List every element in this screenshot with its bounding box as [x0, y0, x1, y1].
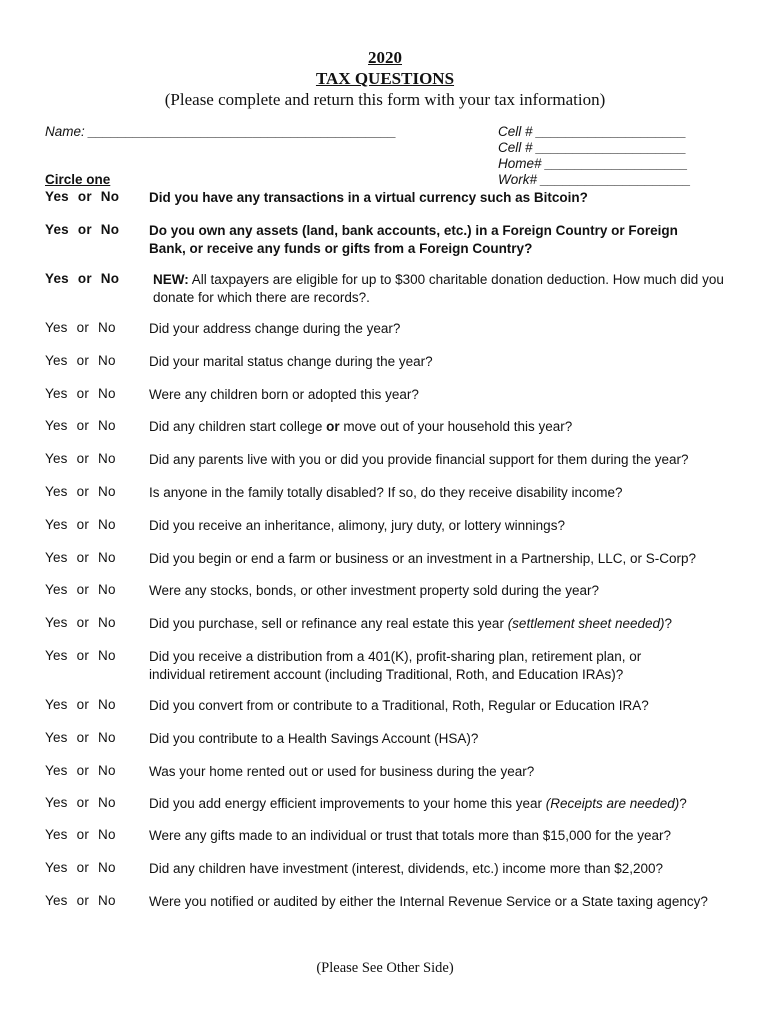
- no-option[interactable]: No: [98, 353, 116, 368]
- or-label: or: [76, 484, 90, 499]
- yes-or-no-choice[interactable]: [45, 353, 116, 368]
- yes-or-no-choice[interactable]: [45, 189, 119, 204]
- no-option[interactable]: No: [98, 550, 116, 565]
- no-option[interactable]: No: [98, 893, 116, 908]
- yes-or-no-choice[interactable]: [45, 648, 116, 663]
- yes-or-no-choice[interactable]: [45, 418, 116, 433]
- or-label: or: [76, 353, 90, 368]
- yes-option[interactable]: Yes: [45, 860, 68, 875]
- or-label: or: [76, 550, 90, 565]
- yes-or-no-choice[interactable]: [45, 517, 116, 532]
- question-body: Did you contribute to a Health Savings Account (HSA)?: [149, 731, 479, 746]
- question-body: Were any gifts made to an individual or trust that totals more than $15,000 for the year?: [149, 828, 672, 843]
- question-text: [149, 451, 739, 469]
- or-label: or: [76, 582, 90, 597]
- yes-option[interactable]: Yes: [45, 271, 69, 286]
- question-body: All taxpayers are eligible for up to $300 charitable donation deduction. How much did you donate for which there are records?.: [153, 272, 724, 305]
- italic-note: (Receipts are needed): [545, 796, 680, 811]
- yes-option[interactable]: Yes: [45, 615, 68, 630]
- question-body: Were any stocks, bonds, or other investment property sold during the year?: [149, 583, 599, 598]
- yes-option[interactable]: Yes: [45, 697, 68, 712]
- question-text: [149, 795, 739, 813]
- question-body: Were you notified or audited by either the Internal Revenue Service or a State taxing agency?: [149, 894, 708, 909]
- yes-option[interactable]: Yes: [45, 763, 68, 778]
- yes-option[interactable]: Yes: [45, 795, 68, 810]
- question-text: [149, 222, 709, 258]
- no-option[interactable]: No: [98, 484, 116, 499]
- question-text: [149, 189, 739, 207]
- question-body-end: ?: [679, 796, 687, 811]
- question-body: Did you receive a distribution from a 401(K), profit-sharing plan, retirement plan, or individual retirement account (including Traditional, Roth, and Education IRAs)?: [149, 649, 642, 682]
- or-label: or: [76, 517, 90, 532]
- circle-one-label: Circle one: [45, 172, 111, 187]
- or-label: or: [76, 386, 90, 401]
- yes-option[interactable]: Yes: [45, 550, 68, 565]
- no-option[interactable]: No: [98, 697, 116, 712]
- or-label: or: [76, 763, 90, 778]
- yes-option[interactable]: Yes: [45, 222, 69, 237]
- no-option[interactable]: No: [98, 582, 116, 597]
- yes-option[interactable]: Yes: [45, 189, 69, 204]
- question-body: Did your address change during the year?: [149, 321, 401, 336]
- or-label: or: [77, 189, 92, 204]
- question-text: [149, 582, 739, 600]
- no-option[interactable]: No: [100, 189, 120, 204]
- question-text: [149, 827, 739, 845]
- yes-option[interactable]: Yes: [45, 730, 68, 745]
- yes-or-no-choice[interactable]: [45, 451, 116, 466]
- yes-or-no-choice[interactable]: [45, 615, 116, 630]
- or-label: or: [76, 827, 90, 842]
- form-title: TAX QUESTIONS: [315, 69, 455, 88]
- yes-or-no-choice[interactable]: [45, 484, 116, 499]
- or-label: or: [77, 271, 92, 286]
- yes-or-no-choice[interactable]: [45, 763, 116, 778]
- yes-option[interactable]: Yes: [45, 517, 68, 532]
- cell-field-1[interactable]: Cell # ____________________: [498, 124, 687, 139]
- yes-option[interactable]: Yes: [45, 582, 68, 597]
- page-footer: (Please See Other Side): [316, 960, 454, 976]
- no-option[interactable]: No: [98, 860, 116, 875]
- yes-or-no-choice[interactable]: [45, 860, 116, 875]
- yes-or-no-choice[interactable]: [45, 320, 116, 335]
- question-text: [149, 730, 739, 748]
- form-year: 2020: [368, 48, 402, 67]
- question-text: [149, 697, 739, 715]
- yes-or-no-choice[interactable]: [45, 795, 116, 810]
- question-body-end: move out of your household this year?: [339, 419, 573, 434]
- question-text: [149, 386, 739, 404]
- question-text: [149, 860, 739, 878]
- no-option[interactable]: No: [98, 386, 116, 401]
- name-field[interactable]: Name: _________________________________________: [45, 124, 397, 139]
- no-option[interactable]: No: [100, 271, 120, 286]
- question-body: Do you own any assets (land, bank accounts, etc.) in a Foreign Country or Foreign Bank, or receive any funds or gifts from a Foreign Country?: [149, 223, 678, 256]
- home-field[interactable]: Home# ___________________: [498, 156, 688, 171]
- yes-or-no-choice[interactable]: [45, 827, 116, 842]
- no-option[interactable]: No: [98, 320, 116, 335]
- or-label: or: [76, 730, 90, 745]
- question-body: Did you add energy efficient improvements to your home this year: [149, 796, 546, 811]
- no-option[interactable]: No: [98, 648, 116, 663]
- yes-option[interactable]: Yes: [45, 451, 68, 466]
- emphasis-text: or: [326, 419, 340, 434]
- question-text: [149, 763, 739, 781]
- yes-or-no-choice[interactable]: [45, 697, 116, 712]
- no-option[interactable]: No: [98, 418, 116, 433]
- question-body: Did you have any transactions in a virtual currency such as Bitcoin?: [149, 190, 588, 205]
- question-body: Did any parents live with you or did you provide financial support for them during the year?: [149, 452, 689, 467]
- no-option[interactable]: No: [98, 451, 116, 466]
- or-label: or: [77, 222, 92, 237]
- yes-option[interactable]: Yes: [45, 484, 68, 499]
- or-label: or: [76, 697, 90, 712]
- question-body-end: ?: [664, 616, 673, 631]
- or-label: or: [76, 451, 90, 466]
- question-body: Did any children start college: [149, 419, 327, 434]
- question-body: Were any children born or adopted this year?: [149, 387, 419, 402]
- or-label: or: [76, 320, 90, 335]
- form-subtitle: (Please complete and return this form with your tax information): [164, 90, 606, 109]
- yes-or-no-choice[interactable]: [45, 386, 116, 401]
- question-text: [149, 320, 739, 338]
- no-option[interactable]: No: [98, 795, 116, 810]
- yes-option[interactable]: Yes: [45, 648, 68, 663]
- yes-option[interactable]: Yes: [45, 320, 68, 335]
- question-body: Did you receive an inheritance, alimony, jury duty, or lottery winnings?: [149, 518, 565, 533]
- question-text: [149, 648, 669, 684]
- or-label: or: [76, 615, 90, 630]
- no-option[interactable]: No: [98, 763, 116, 778]
- question-body: Did any children have investment (interest, dividends, etc.) income more than $2,200?: [149, 861, 664, 876]
- question-text: [149, 615, 739, 633]
- question-body: Did you convert from or contribute to a Traditional, Roth, Regular or Education IRA?: [149, 698, 649, 713]
- or-label: or: [76, 860, 90, 875]
- yes-or-no-choice[interactable]: [45, 271, 119, 286]
- yes-option[interactable]: Yes: [45, 386, 68, 401]
- yes-option[interactable]: Yes: [45, 893, 68, 908]
- no-option[interactable]: No: [98, 615, 116, 630]
- yes-option[interactable]: Yes: [45, 827, 68, 842]
- yes-or-no-choice[interactable]: [45, 730, 116, 745]
- question-body: Did you purchase, sell or refinance any real estate this year: [149, 616, 508, 631]
- yes-or-no-choice[interactable]: [45, 582, 116, 597]
- question-body: Is anyone in the family totally disabled? If so, do they receive disability income?: [149, 485, 623, 500]
- yes-or-no-choice[interactable]: [45, 893, 116, 908]
- question-text: [149, 517, 739, 535]
- question-text: [153, 271, 728, 307]
- no-option[interactable]: No: [98, 517, 116, 532]
- question-body: Did you begin or end a farm or business or an investment in a Partnership, LLC, or S-Corp?: [149, 551, 697, 566]
- yes-or-no-choice[interactable]: [45, 550, 116, 565]
- question-text: [149, 353, 739, 371]
- yes-or-no-choice[interactable]: [45, 222, 119, 237]
- question-text: [149, 893, 739, 911]
- yes-option[interactable]: Yes: [45, 418, 68, 433]
- cell-field-2[interactable]: Cell # ____________________: [498, 140, 687, 155]
- new-prefix: NEW:: [153, 272, 189, 287]
- no-option[interactable]: No: [98, 827, 116, 842]
- question-text: [149, 418, 739, 436]
- italic-note: (settlement sheet needed): [507, 616, 665, 631]
- question-text: [149, 484, 739, 502]
- question-text: [149, 550, 739, 568]
- question-body: Was your home rented out or used for business during the year?: [149, 764, 535, 779]
- yes-option[interactable]: Yes: [45, 353, 68, 368]
- or-label: or: [76, 418, 90, 433]
- no-option[interactable]: No: [100, 222, 120, 237]
- question-body: Did your marital status change during the year?: [149, 354, 433, 369]
- no-option[interactable]: No: [98, 730, 116, 745]
- work-field[interactable]: Work# ____________________: [498, 172, 691, 187]
- or-label: or: [76, 648, 90, 663]
- or-label: or: [76, 893, 90, 908]
- or-label: or: [76, 795, 90, 810]
